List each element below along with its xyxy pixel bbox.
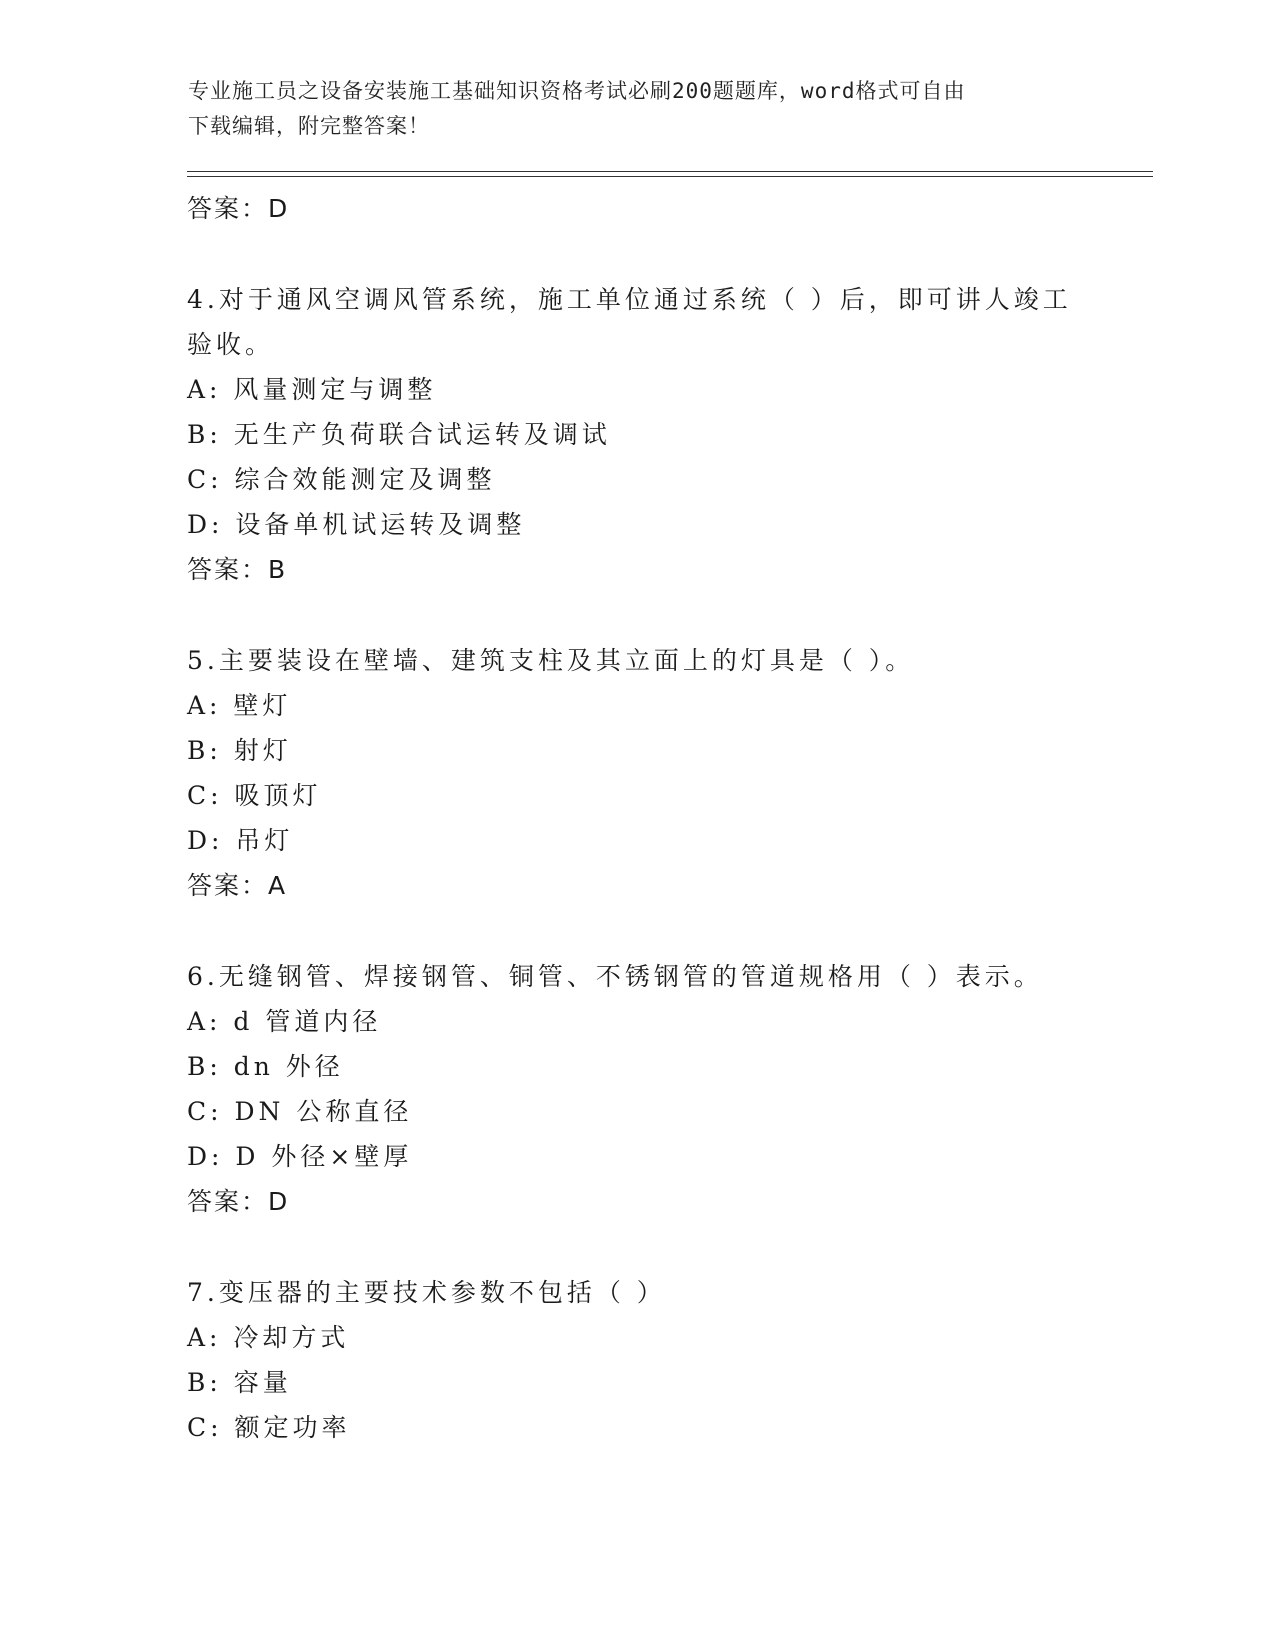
question-4 [187,277,1087,592]
question-5-stem: 5.主要装设在壁墙、建筑支柱及其立面上的灯具是（ ）。 [187,646,915,675]
header-rule-lower [187,176,1153,177]
question-6-option-a: A: d 管道内径 [187,1007,382,1036]
question-6-option-d: D: D 外径×壁厚 [187,1142,413,1171]
question-5 [187,638,1087,908]
document-header [188,74,1088,144]
question-5-option-a: A: 壁灯 [187,691,292,720]
question-4-stem-line-1: 4.对于通风空调风管系统，施工单位通过系统（ ）后，即可讲人竣工 [187,285,1072,314]
question-4-option-d: D: 设备单机试运转及调整 [187,510,526,539]
question-4-option-b: B: 无生产负荷联合试运转及调试 [187,420,611,449]
answer-6: 答案：D [187,1187,290,1216]
question-6-stem: 6.无缝钢管、焊接钢管、铜管、不锈钢管的管道规格用（ ）表示。 [187,962,1043,991]
header-line-2: 下载编辑，附完整答案！ [188,114,430,138]
question-6 [187,954,1087,1224]
answer-4: 答案：B [187,555,288,584]
question-4-option-a: A: 风量测定与调整 [187,375,437,404]
question-7-stem: 7.变压器的主要技术参数不包括（ ） [187,1278,666,1307]
header-line-1: 专业施工员之设备安装施工基础知识资格考试必刷200题题库，word格式可自由 [188,79,966,103]
answer-5: 答案：A [187,871,288,900]
question-7-option-b: B: 容量 [187,1368,292,1397]
answer-3: 答案：D [187,194,290,223]
question-7-option-a: A: 冷却方式 [187,1323,350,1352]
question-4-stem-line-2: 验收。 [187,330,275,359]
header-rule-upper [187,171,1153,172]
question-5-option-d: D: 吊灯 [187,826,294,855]
question-6-option-c: C: DN 公称直径 [187,1097,413,1126]
question-7-option-c: C: 额定功率 [187,1413,351,1442]
question-6-option-b: B: dn 外径 [187,1052,344,1081]
question-5-option-b: B: 射灯 [187,736,292,765]
question-7 [187,1270,1087,1450]
question-list [187,186,1087,1450]
question-5-option-c: C: 吸顶灯 [187,781,322,810]
question-4-option-c: C: 综合效能测定及调整 [187,465,496,494]
